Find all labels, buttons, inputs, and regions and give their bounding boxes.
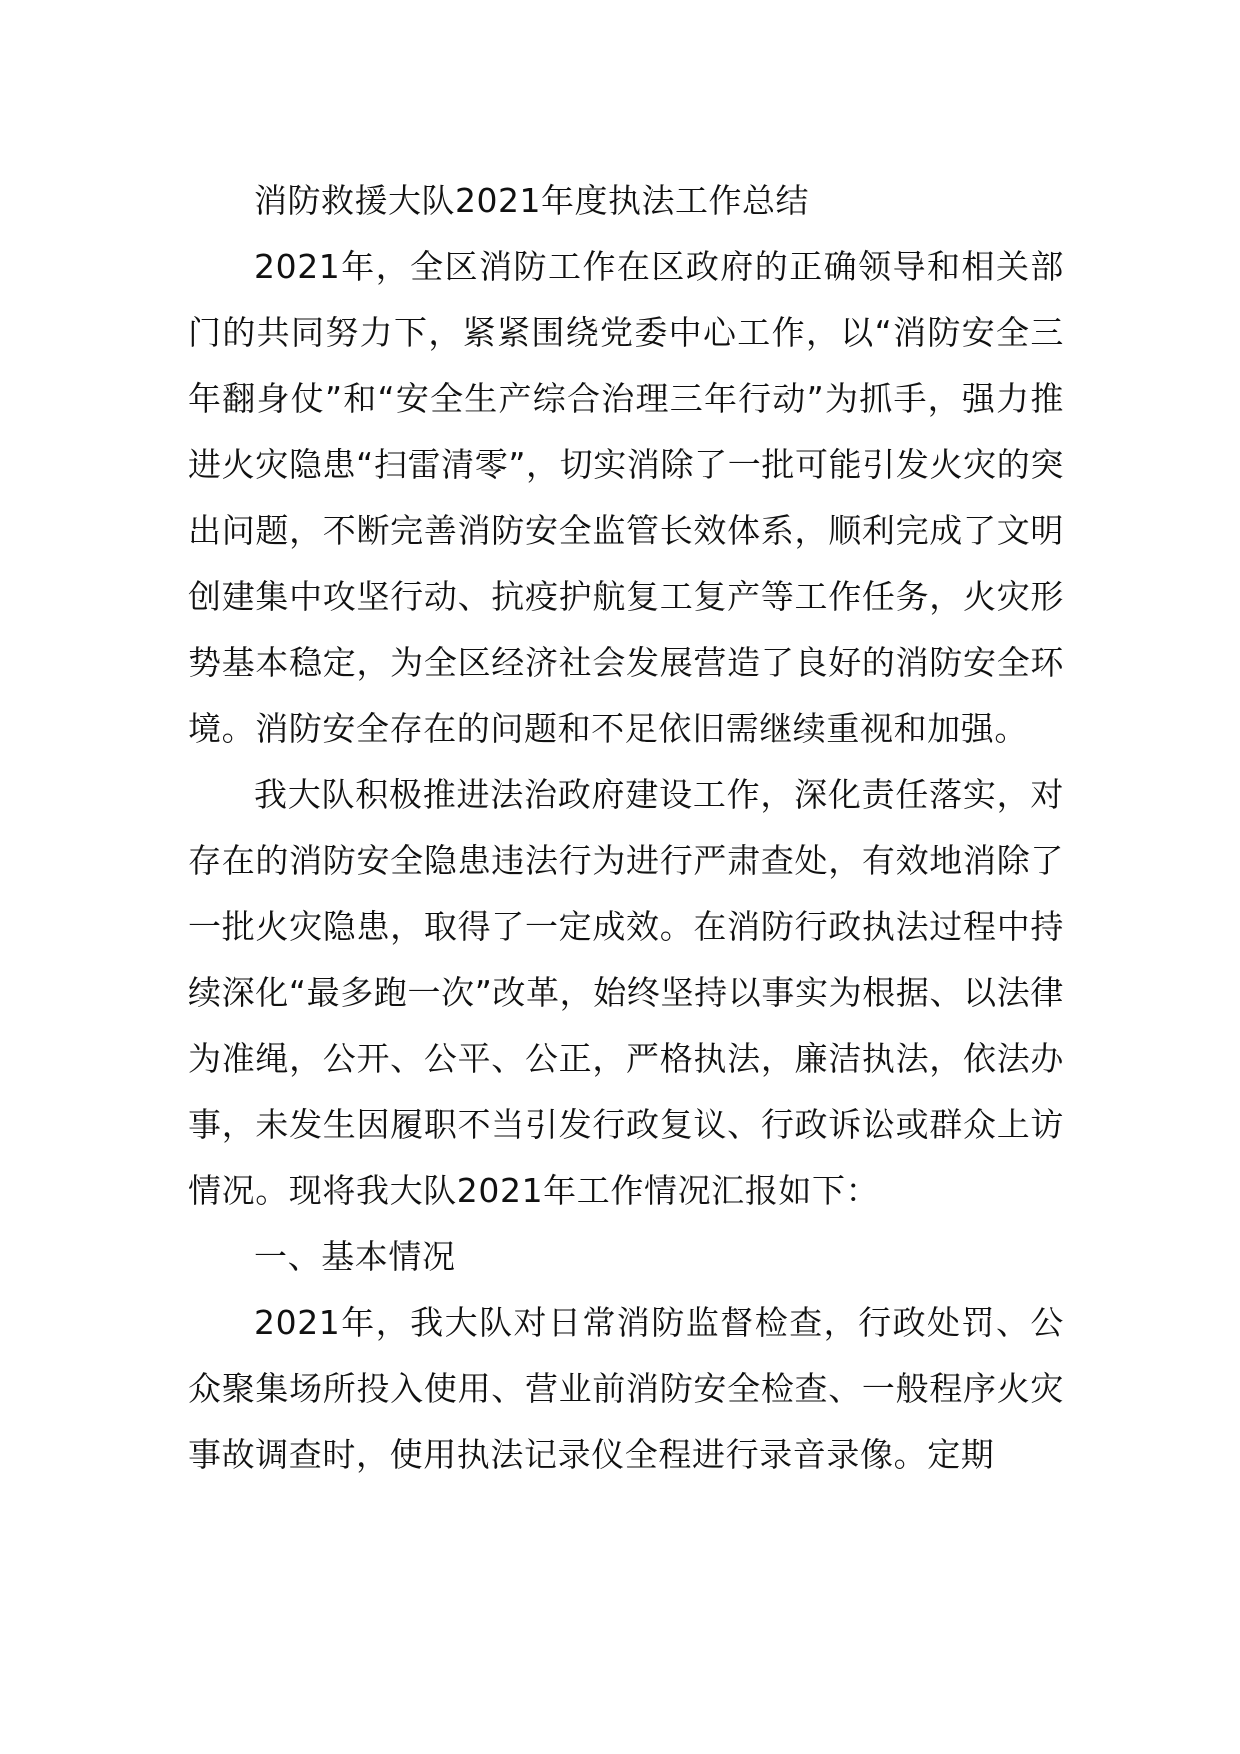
intro-paragraph: 2021年，全区消防工作在区政府的正确领导和相关部门的共同努力下，紧紧围绕党委中心工作，以“消防安全三年翻身仗”和“安全生产综合治理三年行动”为抓手，强力推进火灾隐患“扫雷清零”，切实消除了一批可能引发火灾的突出问题，不断完善消防安全监管长效体系，顺利完成了文明创建集中攻坚行动、抗疫护航复工复产等工作任务，火灾形势基本稳定，为全区经济社会发展营造了良好的消防安全环境。消防安全存在的问题和不足依旧需继续重视和加强。 bbox=[188, 247, 1064, 748]
overview-paragraph: 我大队积极推进法治政府建设工作，深化责任落实，对存在的消防安全隐患违法行为进行严肃查处，有效地消除了一批火灾隐患，取得了一定成效。在消防行政执法过程中持续深化“最多跑一次”改革，始终坚持以事实为根据、以法律为准绳，公开、公平、公正，严格执法，廉洁执法，依法办事，未发生因履职不当引发行政复议、行政诉讼或群众上访情况。现将我大队2021年工作情况汇报如下： bbox=[188, 775, 1064, 1210]
document-body bbox=[188, 168, 1064, 1488]
section-heading-basic-situation: 一、基本情况 bbox=[254, 1237, 456, 1276]
section-paragraph: 2021年，我大队对日常消防监督检查，行政处罚、公众聚集场所投入使用、营业前消防安全检查、一般程序火灾事故调查时，使用执法记录仪全程进行录音录像。定期 bbox=[188, 1303, 1064, 1474]
document-title: 消防救援大队2021年度执法工作总结 bbox=[254, 181, 809, 220]
